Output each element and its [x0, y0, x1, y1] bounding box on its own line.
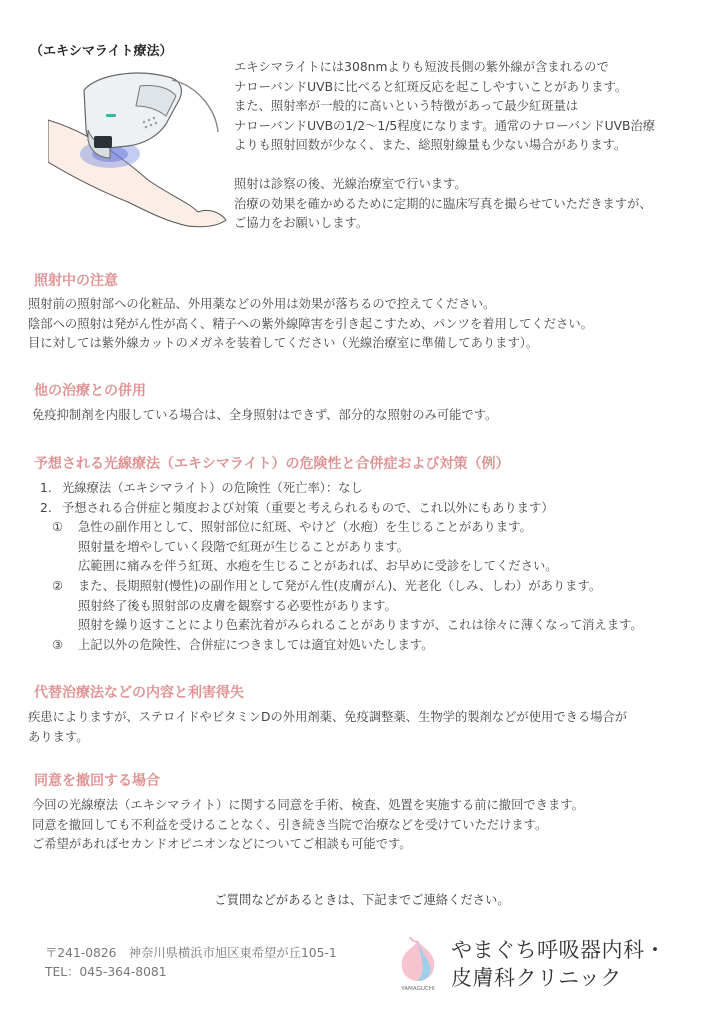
alternatives-line: 疾患によりますが、ステロイドやビタミンDの外用剤薬、免疫調整薬、生物学的製剤などが使用できる場合が — [28, 710, 628, 724]
intro-description — [234, 58, 714, 234]
precaution-line: 目に対しては紫外線カットのメガネを装着してください（光線治療室に準備してあります）。 — [28, 336, 539, 351]
list-text: 光線療法（エキシマライト）の危険性（死亡率）：なし — [62, 481, 363, 495]
combination-body — [32, 406, 497, 426]
withdraw-heading: 同意を撤回する場合 — [34, 773, 160, 789]
precaution-line: 陰部への照射は発がん性が高く、精子への紫外線障害を引き起こすため、パンツを着用してください。 — [28, 316, 593, 331]
combination-line: 免疫抑制剤を内服している場合は、全身照射はできず、部分的な照射のみ可能です。 — [32, 408, 498, 422]
clinic-name-line: やまぐち呼吸器内科・ — [451, 938, 666, 962]
intro-line: エキシマライトには308nmよりも短波長側の紫外線が含まれるので — [234, 60, 609, 74]
clinic-name-line: 皮膚科クリニック — [451, 966, 622, 990]
list-number: 2. — [40, 500, 52, 515]
list-number: ② — [52, 578, 64, 593]
intro-line: 照射は診察の後、光線治療室で行います。 — [234, 176, 467, 191]
intro-title: （エキシマライト療法） — [30, 44, 173, 59]
logo-text: YAMAGUCHI — [401, 986, 435, 992]
alternatives-line: あります。 — [28, 729, 89, 744]
list-text: また、長期照射(慢性)の副作用として発がん性(皮膚がん)、光老化（しみ、しわ）があります。 — [78, 578, 602, 593]
excimer-device-illustration — [48, 62, 240, 232]
clinic-address: 〒241-0826 神奈川県横浜市旭区東希望が丘105-1 — [45, 946, 337, 960]
clinic-address-block — [45, 944, 337, 982]
alternatives-heading: 代替治療法などの内容と利害得失 — [34, 685, 244, 701]
list-text: 予想される合併症と頻度および対策（重要と考えられるもので、これ以外にもあります） — [62, 500, 554, 515]
precautions-heading: 照射中の注意 — [34, 273, 118, 289]
list-text: 照射量を増やしていく段階で紅斑が生じることがあります。 — [78, 539, 410, 554]
intro-line: よりも照射回数が少なく、また、総照射線量も少ない場合があります。 — [234, 138, 627, 153]
contact-note: ご質問などがあるときは、下記までご連絡ください。 — [214, 893, 510, 907]
list-number: ③ — [52, 637, 64, 652]
intro-line: また、照射率が一般的に高いという特徴があって最少紅斑量は — [234, 99, 579, 114]
list-number: 1. — [40, 481, 52, 495]
withdraw-body — [32, 796, 584, 855]
clinic-name — [451, 936, 666, 992]
intro-line: 治療の効果を確かめるために定期的に臨床写真を撮らせていただきますが、 — [234, 196, 652, 211]
withdraw-line: 同意を撤回しても不利益を受けることなく、引き続き当院で治療などを受けていただけます。 — [32, 817, 548, 832]
list-text: 広範囲に痛みを伴う紅斑、水疱を生じることがあれば、お早めに受診をしてください。 — [78, 559, 558, 574]
withdraw-line: 今回の光線療法（エキシマライト）に関する同意を手術、検査、処置を実施する前に撤回できます。 — [32, 798, 584, 812]
list-number: ① — [52, 520, 64, 535]
risk-subitem — [0, 518, 724, 538]
clinic-phone: TEL：045-364-8081 — [45, 965, 167, 979]
alternatives-body — [28, 708, 627, 747]
risk-item — [0, 499, 724, 519]
risks-list — [0, 479, 724, 655]
list-text: 上記以外の危険性、合併症につきましては適宜対処いたします。 — [78, 637, 434, 652]
risk-item — [0, 479, 724, 499]
precaution-line: 照射前の照射部への化粧品、外用薬などの外用は効果が落ちるので控えてください。 — [28, 297, 496, 311]
withdraw-line: ご希望があればセカンドオピニオンなどについてご相談も可能です。 — [32, 837, 412, 852]
risks-heading: 予想される光線療法（エキシマライト）の危険性と合併症および対策（例） — [34, 456, 510, 472]
list-text: 照射終了後も照射部の皮膚を観察する必要性があります。 — [78, 598, 397, 613]
intro-line: ご協力をお願いします。 — [234, 216, 369, 231]
intro-line: ナローバンドUVBに比べると紅斑反応を起こしやすいことがあります。 — [234, 79, 628, 94]
intro-line: ナローバンドUVBの1/2〜1/5程度になります。通常のナローバンドUVB治療 — [234, 118, 656, 133]
risk-subitem — [0, 577, 724, 597]
list-text: 照射を繰り返すことにより色素沈着がみられることがありますが、これは徐々に薄くなって消えます。 — [78, 618, 643, 633]
combination-heading: 他の治療との併用 — [34, 383, 146, 399]
precautions-body — [28, 295, 593, 354]
list-text: 急性の副作用として、照射部位に紅斑、やけど（水疱）を生じることがあります。 — [78, 520, 532, 535]
risk-subitem — [0, 636, 724, 656]
clinic-logo — [394, 935, 442, 993]
